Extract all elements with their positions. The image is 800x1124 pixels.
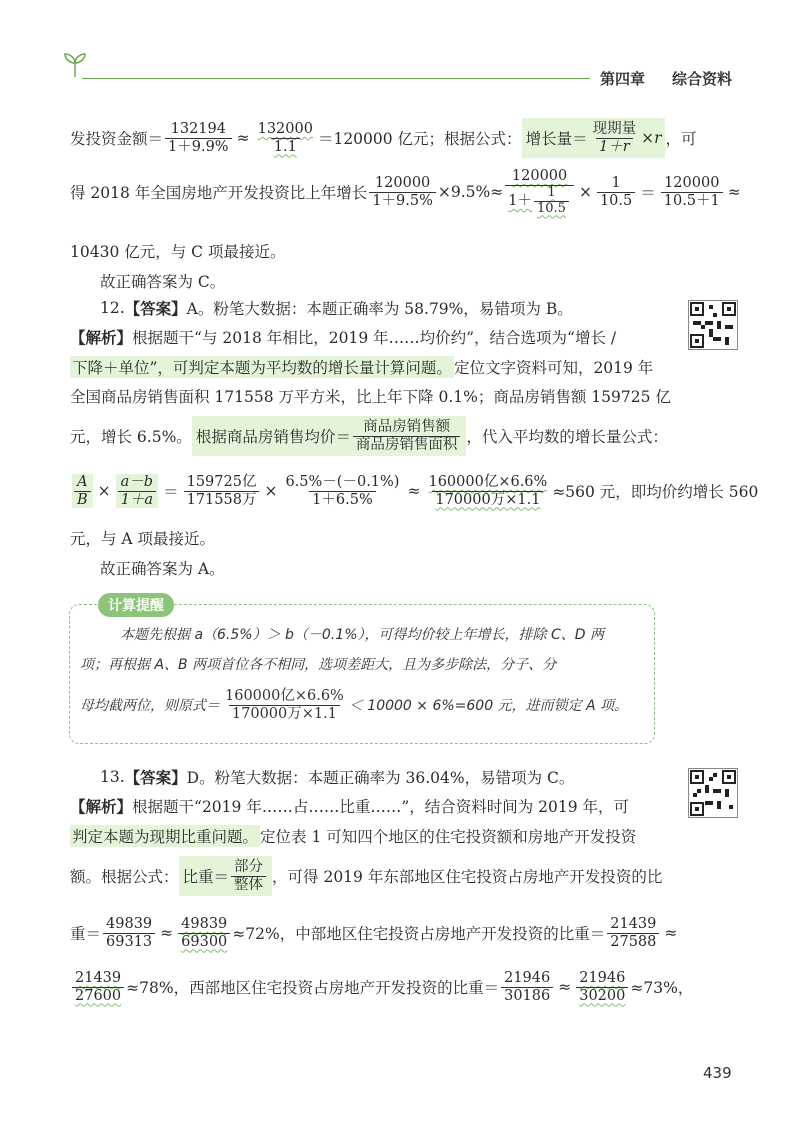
text-line-8: 全国商品房销售面积 171558 万平方米，比上年下降 0.1%；商品房销售额 159725 亿 [70,388,671,406]
formula-highlight: 增长量＝ $\frac{\text{现期量}}{1+r}$ ×r [522,118,666,158]
text-line-4: 故正确答案为 C。 [100,273,226,291]
text: 定位表 1 可知四个地区的住宅投资额和房地产开发投资 [260,828,637,846]
fraction: 120000 1＋ $\frac{1}{10.5}$ [505,168,574,217]
fraction: $\frac{21439}{27588}$ [607,916,659,950]
fraction: $\frac{a-b}{1+a}$ [116,474,158,508]
tip-line-1: 本题先根据 a（6.5%）＞ b（－0.1%），可得均价较上年增长，排除 C、D 两 [120,627,604,643]
approx-sign: ≈ [236,129,250,148]
fraction: $\frac{49839}{69300}$ [178,916,230,950]
text: 得 2018 年全国房地产开发投资比上年增长 [70,184,368,203]
times-sign: × [97,482,111,501]
formula-highlight: 根据商品房销售均价＝ $\frac{\text{商品房销售额}}{\text{商品房销售面积}}$ [192,416,467,456]
answer-line-q12 [100,297,573,319]
text: 重＝ [70,925,102,944]
equals-sign: ＝ [163,483,179,502]
qr-code-icon[interactable] [688,768,738,818]
text: ≈560 元，即均价约增长 560 [552,483,759,502]
fraction: $\frac{120000}{10.5+1}$ [661,175,723,209]
approx-sign: ≈ [160,924,174,943]
approx-sign: ≈ [664,924,678,943]
fraction: $\frac{21946}{30186}$ [501,970,553,1004]
text-line-q13-5 [70,916,680,950]
text-line-7 [70,356,653,378]
analysis-tag: 【解析】 [70,797,133,816]
text-line-12: 故正确答案为 A。 [100,560,225,578]
calculation-tip-label: 计算提醒 [98,593,174,617]
fraction: $\frac{49839}{69313}$ [103,916,155,950]
text: 额。根据公式： [70,868,179,887]
text: ，代入平均数的增长量公式： [466,428,668,447]
tip-line-3 [80,688,628,722]
formula-highlight: 比重＝ $\frac{\text{部分}}{\text{整体}}$ [179,856,273,896]
text-line-q13-3 [70,825,636,847]
qr-code-icon[interactable] [688,300,738,350]
fraction: $\frac{\text{159725亿}}{\text{171558万}}$ [184,474,260,508]
text: ，可 [665,130,697,149]
fraction: $\frac{\text{160000亿×6.6\%}}{\text{170000万×1.1}}$ [225,688,344,722]
approx-sign: ≈ [407,482,421,501]
times-sign: × [264,482,278,501]
header-rule [82,78,590,79]
answer-tag: 【答案】 [124,299,187,318]
text-line-2 [70,168,744,217]
answer-tag: 【答案】 [124,768,187,787]
text: 元，增长 6.5%。 [70,428,192,447]
highlight-text: 判定本题为现期比重问题。 [70,825,260,847]
text-line-1 [70,118,697,158]
question-number: 13. [100,768,125,786]
approx-sign: ≈ [727,183,741,202]
text: ≈78%，西部地区住宅投资占房地产开发投资的比重＝ [126,979,500,998]
equals-sign: ＝ [640,184,656,203]
fraction: $\frac{21946}{30200}$ [576,970,628,1004]
approx-sign: ≈ [558,978,572,997]
fraction: $\frac{132194}{1+9.9\%}$ [165,121,232,155]
text: 定位文字资料可知，2019 年 [453,359,654,377]
text: ≈73%， [630,979,694,998]
text: 根据题干“与 2018 年相比，2019 年……均价约”，结合选项为“增长 / [132,329,617,347]
question-number: 12. [100,299,125,317]
text: A。粉笔大数据：本题正确率为 58.79%，易错项为 B。 [186,300,573,318]
fraction: $\frac{\text{160000亿×6.6\%}}{\text{170000万×1.1}}$ [428,474,548,508]
fraction: $\frac{120000}{1+9.5\%}$ [369,175,436,209]
answer-line-q13 [100,766,574,788]
fraction: $\frac{A}{B}$ [72,474,93,508]
text: 发投资金额＝ [70,130,164,149]
fraction: $\frac{1}{10.5}$ [597,175,635,209]
times-sign: × [578,183,592,202]
text: 根据题干“2019 年……占……比重……”，结合资料时间为 2019 年，可 [132,798,630,816]
text: ，可得 2019 年东部地区住宅投资占房地产开发投资的比 [272,868,663,887]
tip-line-2: 项；再根据 A、B 两项首位各不相同，选项差距大，且为多步除法，分子、分 [80,657,557,673]
chapter-label: 第四章 [600,70,646,88]
text-line-q13-4 [70,856,662,896]
fraction: $\frac{132000}{1.1}$ [257,121,313,155]
analysis-line-q13 [70,795,629,817]
text-line-q13-6 [70,970,693,1004]
chapter-title: 综合资料 [672,70,733,88]
analysis-tag: 【解析】 [70,328,133,347]
text-line-3: 10430 亿元，与 C 项最接近。 [70,243,286,261]
fraction: $\frac{6.5\%-(-0.1\%)}{1+6.5\%}$ [285,474,400,508]
text: D。粉笔大数据：本题正确率为 36.04%，易错项为 C。 [186,769,575,787]
fraction: $\frac{21439}{27600}$ [72,970,124,1004]
analysis-line-q12 [70,326,616,348]
text: 母均截两位，则原式＝ [80,698,220,715]
text: ＝120000 亿元；根据公式： [317,130,522,149]
text-line-11: 元，与 A 项最接近。 [70,530,216,548]
text: ×9.5%≈ [437,183,504,202]
text-line-10 [70,474,758,508]
text: ≈72%，中部地区住宅投资占房地产开发投资的比重＝ [232,925,606,944]
text: ＜ 10000 × 6%=600 元，进而锁定 A 项。 [348,698,629,715]
page-number: 439 [703,1064,732,1082]
text-line-9 [70,416,668,456]
highlight-text: 下降＋单位”，可判定本题为平均数的增长量计算问题。 [70,356,454,378]
